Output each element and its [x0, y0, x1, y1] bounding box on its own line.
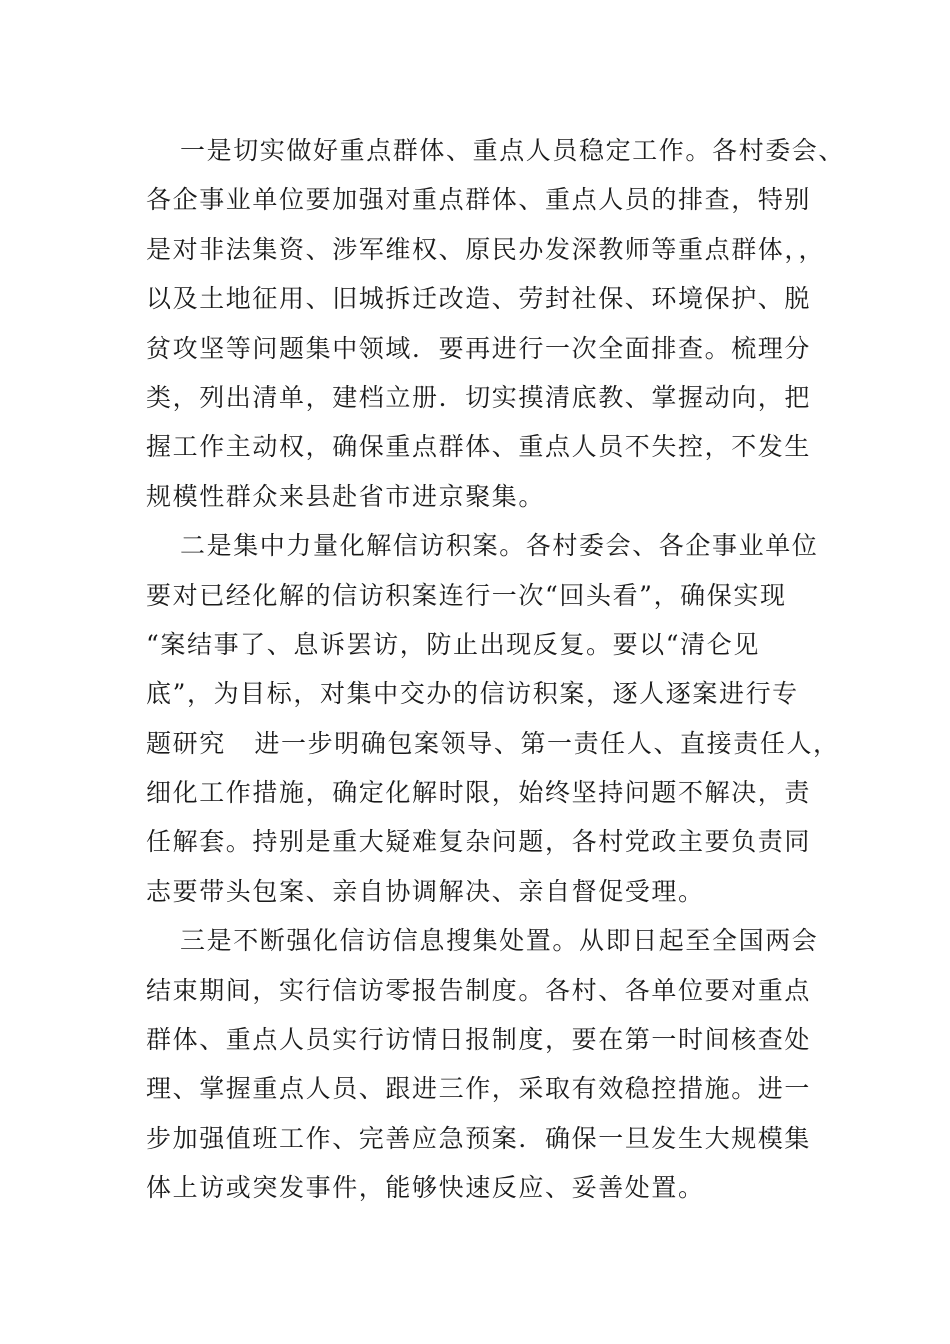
- text-line: 以及土地征用、旧城拆迁改造、劳封社保、环境保护、脱: [146, 284, 812, 314]
- text-line: 步加强值班工作、完善应急预案．确保一旦发生大规模集: [146, 1123, 812, 1153]
- text-line: 二是集中力量化解信访积案。各村委会、各企事业单位: [180, 531, 819, 561]
- paragraph-2: [146, 521, 840, 916]
- paragraph-1: [146, 126, 846, 521]
- text-line: 规模性群众来县赴省市进京聚集。: [146, 481, 546, 511]
- text-line: 握工作主动权，确保重点群体、重点人员不失控，不发生: [146, 432, 812, 462]
- text-line: 底”，为目标，对集中交办的信访积案，逐人逐案进行专: [146, 679, 799, 709]
- text-line: 一是切实做好重点群体、重点人员稳定工作。各村委会、: [180, 136, 846, 165]
- text-line: 体上访或突发事件，能够快速反应、妥善处置。: [146, 1173, 705, 1203]
- paragraph-3: [146, 916, 826, 1212]
- text-line: 各企事业单位要加强对重点群体、重点人员的排查，特别: [146, 185, 812, 215]
- text-line: “案结事了、息诉罢访，防止出现反复。要以“清仑见: [146, 629, 760, 659]
- text-line: 贫攻坚等问题集中领域．要再进行一次全面排查。梳理分: [146, 333, 812, 363]
- text-line: 是对非法集资、涉军维权、原民办发深教师等重点群体，，: [146, 234, 826, 264]
- text-line: 题研究 进一步明确包案领导、第一责任人、直接责任人，: [146, 728, 840, 758]
- document-body: [146, 126, 846, 1213]
- text-line: 细化工作措施，确定化解时限，始终坚持问题不解决，责: [146, 778, 812, 808]
- text-line: 志要带头包案、亲自协调解决、亲自督促受理。: [146, 876, 705, 906]
- text-line: 要对已经化解的信访积案连行一次“回头看”，确保实现: [146, 580, 787, 610]
- text-line: 理、掌握重点人员、跟进三作，采取有效稳控措施。进一: [146, 1074, 812, 1104]
- text-line: 三是不断强化信访信息搜集处置。从即日起至全国两会: [180, 926, 819, 956]
- text-line: 任解套。持别是重大疑难复杂问题，各村党政主要负责同: [146, 827, 812, 857]
- text-line: 类，列出清单，建档立册．切实摸清底教、掌握动向，把: [146, 382, 812, 412]
- text-line: 群体、重点人员实行访情日报制度，要在第一时间核查处: [146, 1025, 812, 1055]
- text-line: 结束期间，实行信访零报告制度。各村、各单位要对重点: [146, 975, 812, 1005]
